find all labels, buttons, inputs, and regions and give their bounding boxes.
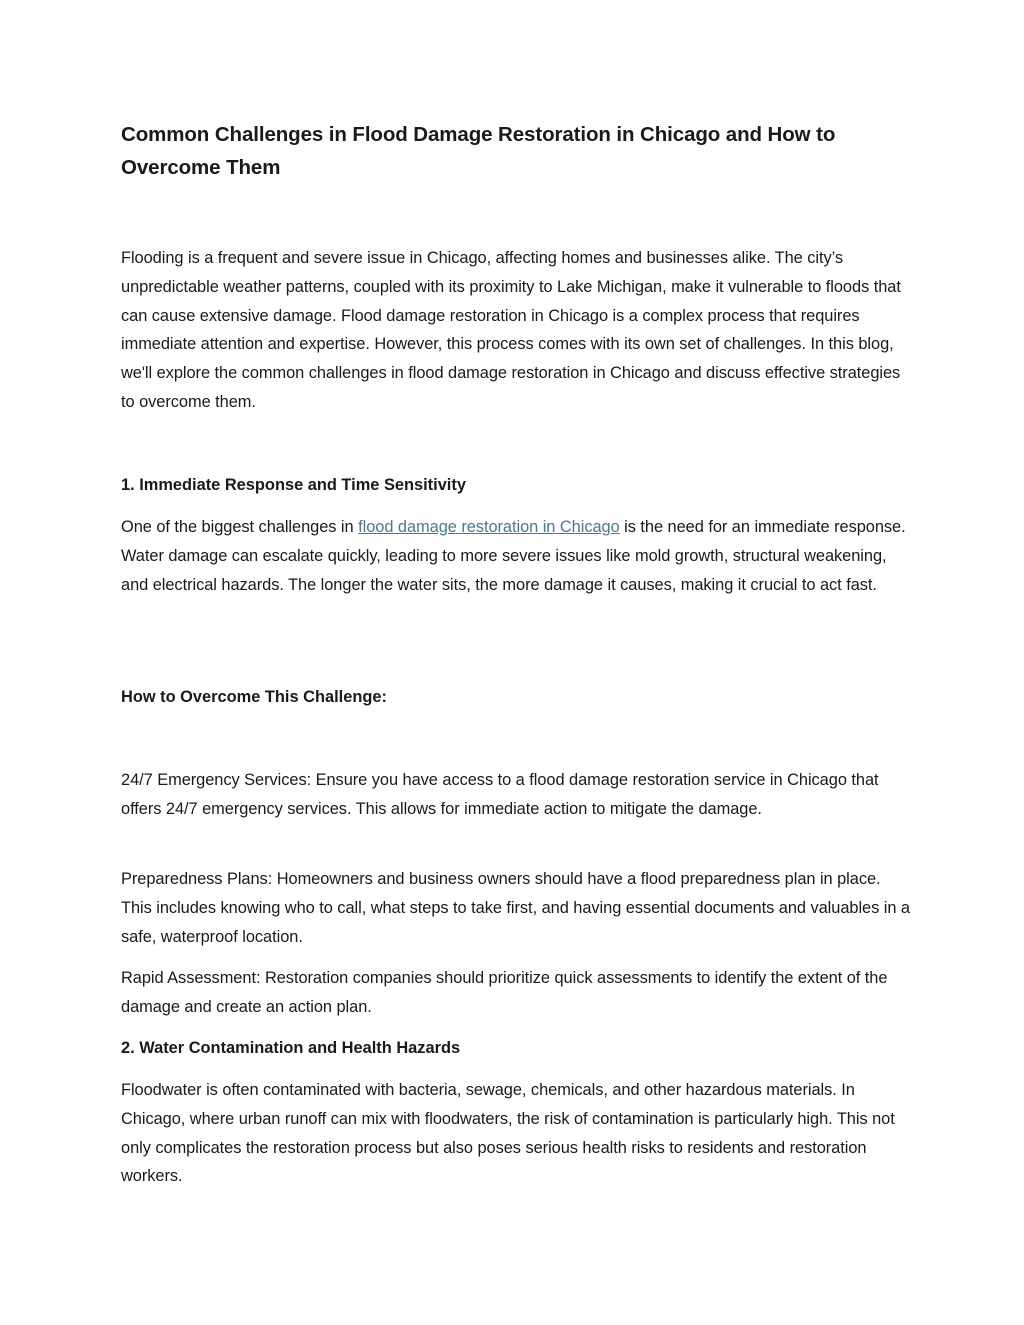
overcome-heading: How to Overcome This Challenge:	[121, 688, 387, 706]
tip-preparedness-plans: Preparedness Plans: Homeowners and business owners should have a flood preparedness plan in place. This includes knowing who to call, what steps to take first, and having essential documents and valuables in a safe, waterproof location.	[121, 870, 910, 946]
intro-paragraph: Flooding is a frequent and severe issue in Chicago, affecting homes and businesses alike. The city’s unpredictable weather patterns, coupled with its proximity to Lake Michigan, make it vulnerable to floods that can cause extensive damage. Flood damage restoration in Chicago is a complex process that requires immediate attention and expertise. However, this process comes with its own set of challenges. In this blog, we'll explore the common challenges in flood damage restoration in Chicago and discuss effective strategies to overcome them.	[121, 249, 901, 411]
section1-paragraph	[121, 513, 911, 599]
section1-text-before-link: One of the biggest challenges in	[121, 518, 359, 536]
tip-emergency-services: 24/7 Emergency Services: Ensure you have access to a flood damage restoration service in Chicago that offers 24/7 emergency services. This allows for immediate action to mitigate the damage.	[121, 771, 879, 818]
section2-heading: 2. Water Contamination and Health Hazards	[121, 1039, 461, 1057]
document-title: Common Challenges in Flood Damage Restoration in Chicago and How to Overcome Them	[121, 123, 836, 179]
flood-restoration-link[interactable]: flood damage restoration in Chicago	[358, 518, 620, 536]
section1-text-after-link: is the need for an immediate response. Water damage can escalate quickly, leading to more severe issues like mold growth, structural weakening, and electrical hazards. The longer the water sits, the more damage it causes, making it crucial to act fast.	[121, 518, 906, 594]
section1-heading: 1. Immediate Response and Time Sensitivity	[121, 476, 466, 494]
section2-paragraph: Floodwater is often contaminated with bacteria, sewage, chemicals, and other hazardous materials. In Chicago, where urban runoff can mix with floodwaters, the risk of contamination is particularly high. This not only complicates the restoration process but also poses serious health risks to residents and restoration workers.	[121, 1081, 895, 1186]
tip-rapid-assessment: Rapid Assessment: Restoration companies should prioritize quick assessments to identify the extent of the damage and create an action plan.	[121, 969, 888, 1016]
